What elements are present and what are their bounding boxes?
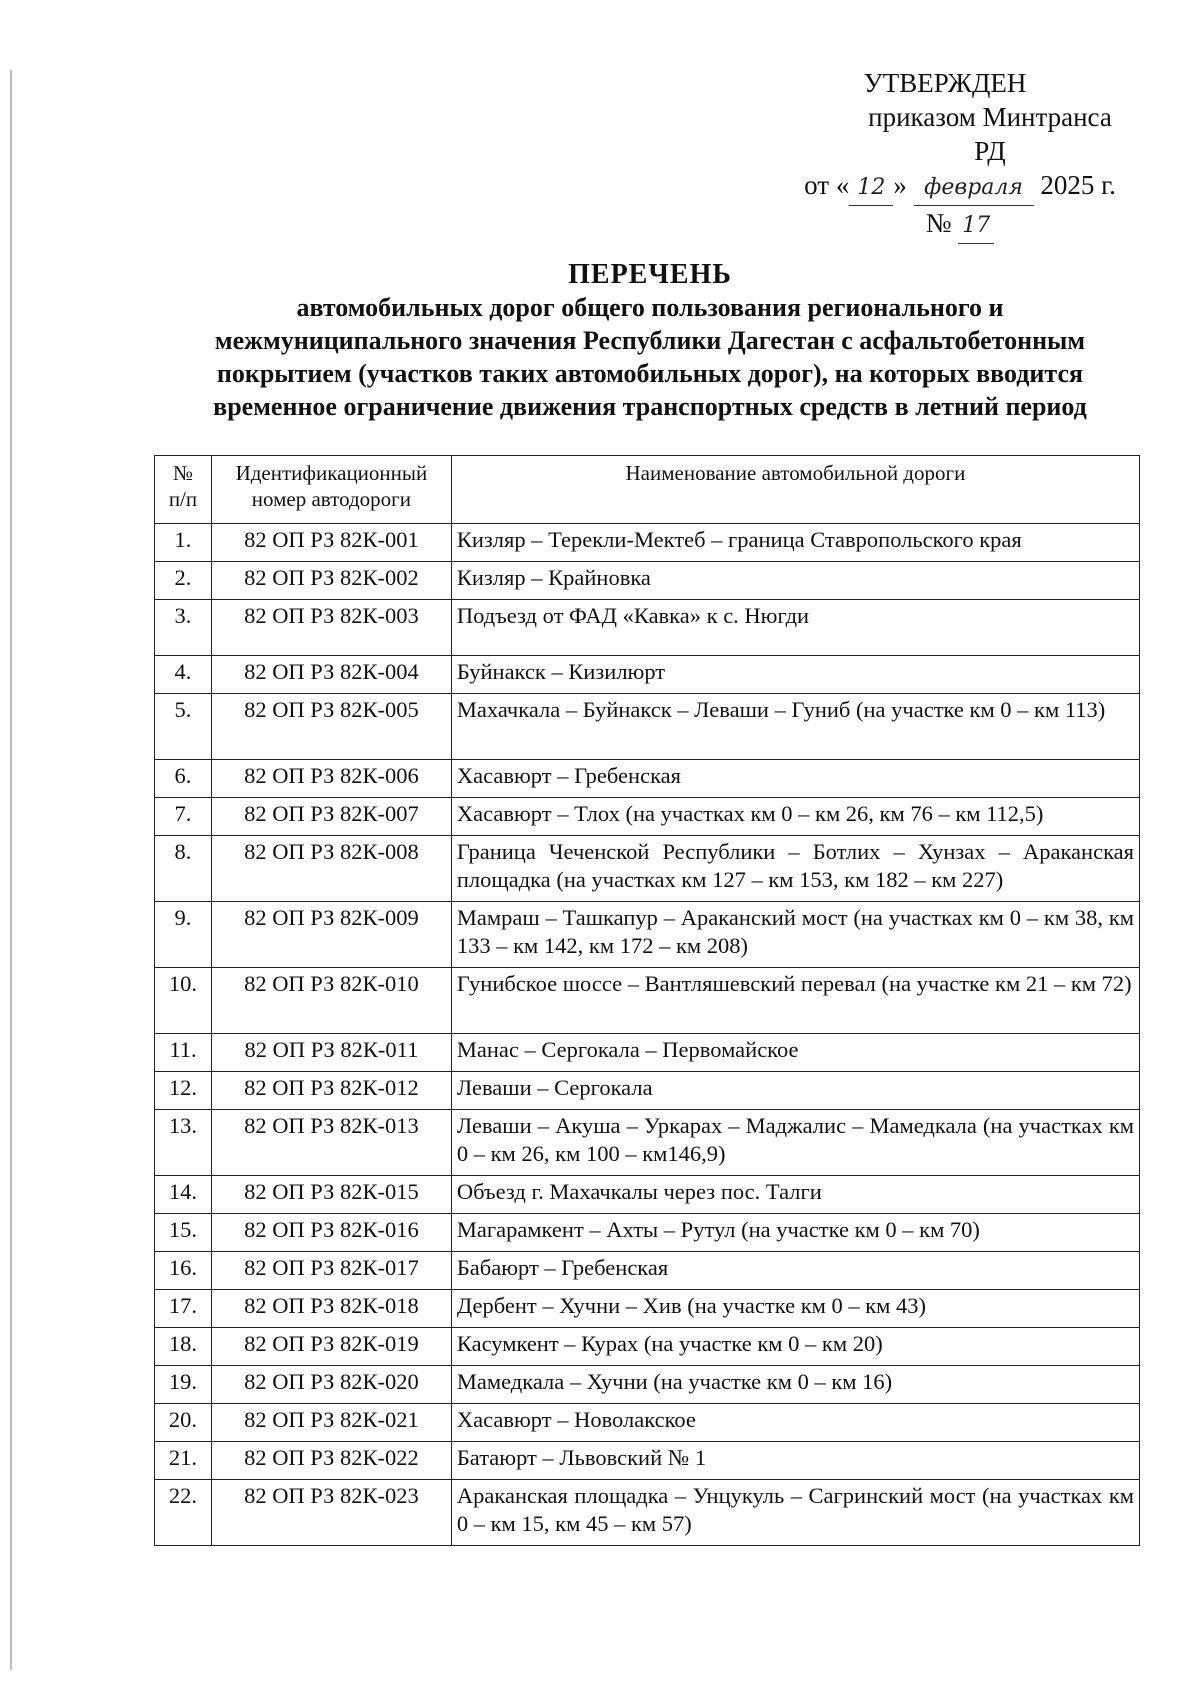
approval-date-line: [600, 168, 1120, 244]
row-num: 2.: [155, 562, 212, 600]
table-row: [155, 968, 1140, 1034]
row-num: 9.: [155, 902, 212, 968]
table-row: [155, 798, 1140, 836]
row-num: 12.: [155, 1072, 212, 1110]
table-row: [155, 836, 1140, 902]
header-num: № п/п: [155, 456, 212, 524]
row-num: 17.: [155, 1290, 212, 1328]
row-id: 82 ОП РЗ 82К-010: [211, 968, 451, 1034]
row-id: 82 ОП РЗ 82К-022: [211, 1442, 451, 1480]
row-id: 82 ОП РЗ 82К-006: [211, 760, 451, 798]
row-name: Хасавюрт – Новолакское: [451, 1404, 1139, 1442]
table-header-row: [155, 456, 1140, 524]
header-name: Наименование автомобильной дороги: [451, 456, 1139, 524]
table-row: [155, 760, 1140, 798]
row-id: 82 ОП РЗ 82К-016: [211, 1214, 451, 1252]
date-prefix: от «: [804, 170, 850, 200]
row-id: 82 ОП РЗ 82К-012: [211, 1072, 451, 1110]
header-id: Идентификационный номер автодороги: [211, 456, 451, 524]
row-name: Кизляр – Терекли-Мектеб – граница Ставропольского края: [451, 524, 1139, 562]
row-name: Дербент – Хучни – Хив (на участке км 0 – км 43): [451, 1290, 1139, 1328]
table-row: [155, 656, 1140, 694]
row-id: 82 ОП РЗ 82К-009: [211, 902, 451, 968]
row-name: Буйнакск – Кизилюрт: [451, 656, 1139, 694]
row-name: Леваши – Акуша – Уркарах – Маджалис – Мамедкала (на участках км 0 – км 26, км 100 – км146,9): [451, 1110, 1139, 1176]
row-name: Батаюрт – Львовский № 1: [451, 1442, 1139, 1480]
table-row: [155, 1034, 1140, 1072]
row-num: 4.: [155, 656, 212, 694]
row-num: 6.: [155, 760, 212, 798]
row-name: Хасавюрт – Тлох (на участках км 0 – км 26, км 76 – км 112,5): [451, 798, 1139, 836]
row-num: 5.: [155, 694, 212, 760]
approval-order: приказом Минтранса РД: [868, 102, 1112, 166]
title-line: межмуниципального значения Республики Дагестан с асфальтобетонным: [214, 326, 1086, 355]
table-row: [155, 1442, 1140, 1480]
row-id: 82 ОП РЗ 82К-002: [211, 562, 451, 600]
document-title: [160, 258, 1140, 423]
row-num: 21.: [155, 1442, 212, 1480]
row-num: 13.: [155, 1110, 212, 1176]
date-year: 2025 г. №: [925, 170, 1116, 238]
row-num: 11.: [155, 1034, 212, 1072]
row-num: 10.: [155, 968, 212, 1034]
table-row: [155, 1404, 1140, 1442]
table-row: [155, 1110, 1140, 1176]
row-num: 15.: [155, 1214, 212, 1252]
table-row: [155, 1480, 1140, 1546]
row-name: Подъезд от ФАД «Кавка» к с. Нюгди: [451, 600, 1139, 656]
row-name: Касумкент – Курах (на участке км 0 – км 20): [451, 1328, 1139, 1366]
table-row: [155, 1328, 1140, 1366]
date-day-handwritten: 12: [849, 171, 893, 206]
title-line: временное ограничение движения транспортных средств в летний период: [213, 392, 1087, 421]
row-name: Мамедкала – Хучни (на участке км 0 – км 16): [451, 1366, 1139, 1404]
table-row: [155, 694, 1140, 760]
row-id: 82 ОП РЗ 82К-017: [211, 1252, 451, 1290]
row-id: 82 ОП РЗ 82К-023: [211, 1480, 451, 1546]
row-num: 16.: [155, 1252, 212, 1290]
row-id: 82 ОП РЗ 82К-021: [211, 1404, 451, 1442]
approval-title: УТВЕРЖДЕН: [863, 68, 1027, 98]
row-name: Магарамкент – Ахты – Рутул (на участке км 0 – км 70): [451, 1214, 1139, 1252]
row-num: 14.: [155, 1176, 212, 1214]
row-name: Махачкала – Буйнакск – Леваши – Гуниб (на участке км 0 – км 113): [451, 694, 1139, 760]
row-num: 22.: [155, 1480, 212, 1546]
table-row: [155, 562, 1140, 600]
order-number-handwritten: 17: [958, 209, 994, 244]
row-name: Кизляр – Крайновка: [451, 562, 1139, 600]
row-num: 3.: [155, 600, 212, 656]
scan-margin-line: [10, 70, 12, 1670]
row-id: 82 ОП РЗ 82К-001: [211, 524, 451, 562]
row-name: Манас – Сергокала – Первомайское: [451, 1034, 1139, 1072]
date-month-handwritten: февраля: [914, 171, 1034, 206]
row-id: 82 ОП РЗ 82К-005: [211, 694, 451, 760]
row-name: Объезд г. Махачкалы через пос. Талги: [451, 1176, 1139, 1214]
approval-stamp: [600, 66, 1120, 244]
table-row: [155, 1176, 1140, 1214]
row-id: 82 ОП РЗ 82К-018: [211, 1290, 451, 1328]
row-num: 7.: [155, 798, 212, 836]
row-name: Хасавюрт – Гребенская: [451, 760, 1139, 798]
table-row: [155, 1252, 1140, 1290]
table-row: [155, 1290, 1140, 1328]
row-name: Араканская площадка – Унцукуль – Сагринский мост (на участках км 0 – км 15, км 45 – км 57): [451, 1480, 1139, 1546]
row-id: 82 ОП РЗ 82К-007: [211, 798, 451, 836]
row-num: 8.: [155, 836, 212, 902]
date-mid: »: [893, 170, 907, 200]
row-id: 82 ОП РЗ 82К-011: [211, 1034, 451, 1072]
row-id: 82 ОП РЗ 82К-020: [211, 1366, 451, 1404]
row-name: Граница Чеченской Республики – Ботлих – Хунзах – Араканская площадка (на участках км 127 – км 153, км 182 – км 227): [451, 836, 1139, 902]
row-num: 18.: [155, 1328, 212, 1366]
table-row: [155, 1214, 1140, 1252]
row-num: 20.: [155, 1404, 212, 1442]
row-num: 19.: [155, 1366, 212, 1404]
table-row: [155, 600, 1140, 656]
row-name: Леваши – Сергокала: [451, 1072, 1139, 1110]
table-row: [155, 1072, 1140, 1110]
row-num: 1.: [155, 524, 212, 562]
table-row: [155, 1366, 1140, 1404]
row-id: 82 ОП РЗ 82К-008: [211, 836, 451, 902]
title-line: автомобильных дорог общего пользования регионального и: [296, 293, 1004, 322]
title-heading: ПЕРЕЧЕНЬ: [568, 259, 732, 290]
row-id: 82 ОП РЗ 82К-015: [211, 1176, 451, 1214]
title-line: покрытием (участков таких автомобильных дорог), на которых вводится: [216, 359, 1084, 388]
table-row: [155, 902, 1140, 968]
row-id: 82 ОП РЗ 82К-003: [211, 600, 451, 656]
row-id: 82 ОП РЗ 82К-019: [211, 1328, 451, 1366]
table-row: [155, 524, 1140, 562]
row-id: 82 ОП РЗ 82К-013: [211, 1110, 451, 1176]
row-name: Бабаюрт – Гребенская: [451, 1252, 1139, 1290]
row-id: 82 ОП РЗ 82К-004: [211, 656, 451, 694]
roads-table: [154, 455, 1140, 1546]
row-name: Гунибское шоссе – Вантляшевский перевал (на участке км 21 – км 72): [451, 968, 1139, 1034]
row-name: Мамраш – Ташкапур – Араканский мост (на участках км 0 – км 38, км 133 – км 142, км 172 – км 208): [451, 902, 1139, 968]
